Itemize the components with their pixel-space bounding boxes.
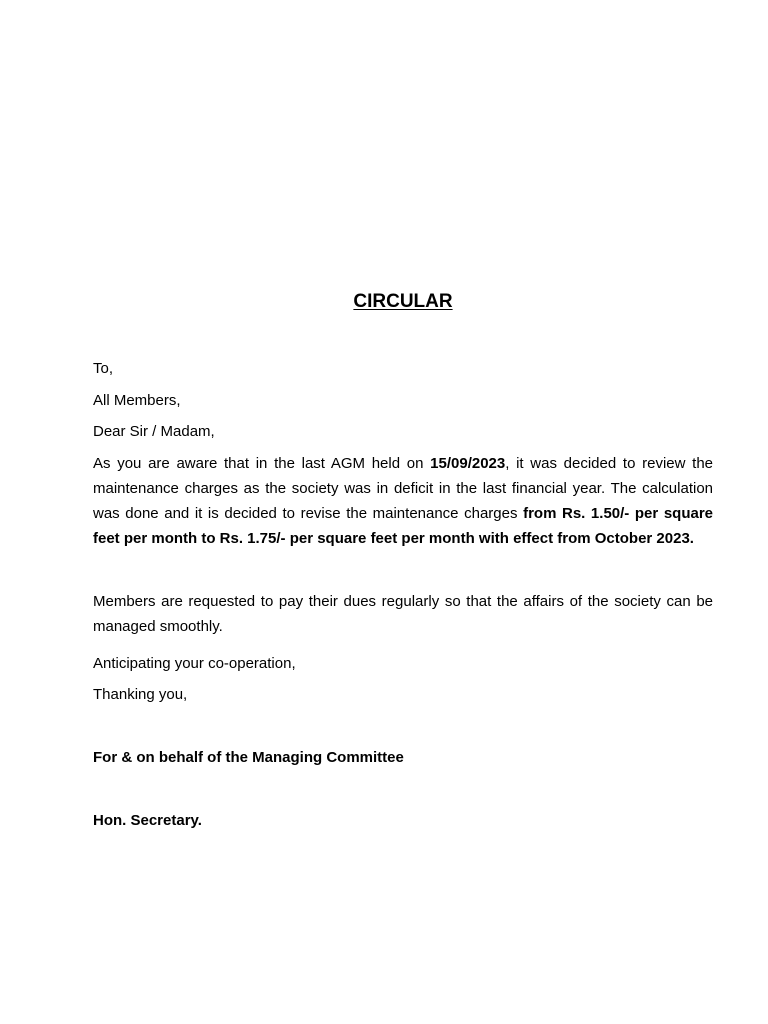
closing-line-2: Thanking you, [93,686,188,703]
salutation-line: Dear Sir / Madam, [93,423,215,440]
body-paragraph-1 [93,451,713,551]
on-behalf-line: For & on behalf of the Managing Committee [93,749,404,766]
agm-date: 15/09/2023 [430,455,506,472]
to-line: To, [93,360,114,377]
paragraph1-part1: As you are aware that in the last AGM held on [93,455,431,472]
signatory-line: Hon. Secretary. [93,812,202,829]
body-paragraph-2: Members are requested to pay their dues regularly so that the affairs of the society can be managed smoothly. [93,593,713,635]
revision-statement: from Rs. 1.50/- per square feet per month to Rs. 1.75/- per square feet per month with effect from October 2023. [93,505,714,547]
circular-title: CIRCULAR [353,291,453,312]
closing-line-1: Anticipating your co-operation, [93,655,296,672]
addressee-line: All Members, [93,392,181,409]
paragraph1-part2: , it was decided to review the maintenance charges as the society was in deficit in the last financial year. The calculation was done and it is decided to revise the maintenance charges [93,455,713,522]
